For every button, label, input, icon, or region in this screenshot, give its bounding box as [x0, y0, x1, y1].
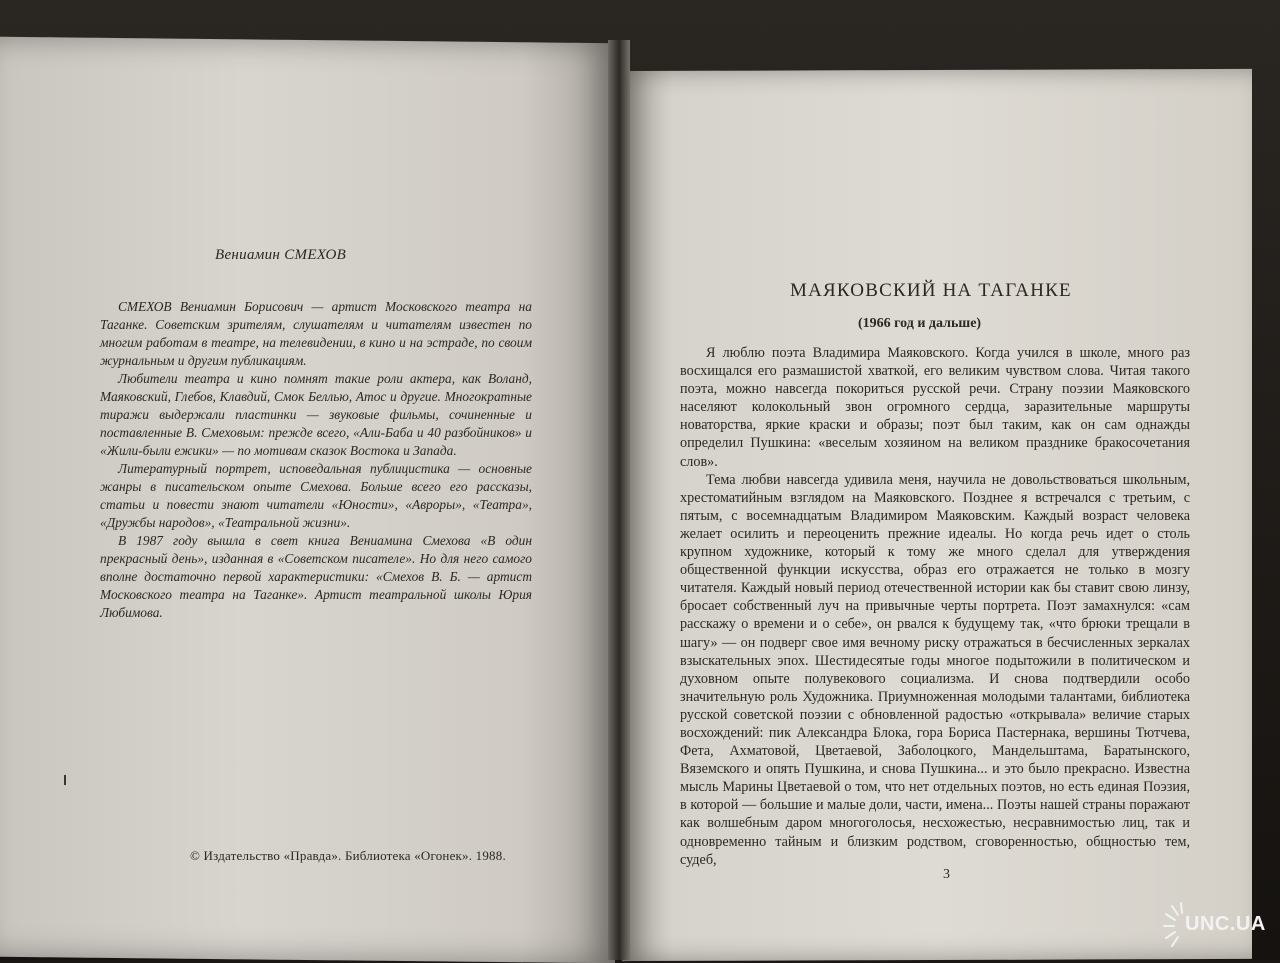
chapter-body — [680, 344, 1190, 869]
bio-paragraph: СМЕХОВ Вениамин Борисович — артист Московского театра на Таганке. Советским зрителям, слушателям и читателям известен по многим работам в театре, на телевидении, в кино и на эстраде, по своим журнальным и другим публикациям. — [100, 299, 532, 368]
page-number: 3 — [943, 867, 950, 882]
bio-paragraph: В 1987 году вышла в свет книга Вениамина Смехова «В один прекрасный день», изданная в «Советском писателе». Но для него самого вполне достаточно первой характеристики: «Смехов В. Б. — артист Московского театра на Таганке». Артист театральной школы Юрия Любимова. — [100, 533, 532, 620]
chapter-title: МАЯКОВСКИЙ НА ТАГАНКЕ — [790, 280, 1072, 301]
author-bio — [100, 298, 532, 622]
body-paragraph: Я люблю поэта Владимира Маяковского. Когда учился в школе, много раз восхищался его размашистой хваткой, его великим чувством слова. Читая такого поэта, можно навсегда покориться русской речи. Страну поэзии Маяковского населяют колокольный звон огромного сердца, заразительные маршруты новаторства, яркие краски и образы; поэт был таким, как он сам однажды определил Пушкина: «веселым хозяином на великом празднике бракосочетания слов». — [680, 345, 1190, 470]
print-mark — [64, 775, 66, 785]
copyright-line: © Издательство «Правда». Библиотека «Огонек». 1988. — [190, 848, 506, 863]
chapter-subtitle: (1966 год и дальше) — [858, 316, 982, 331]
book-gutter — [608, 40, 630, 960]
bio-paragraph: Любители театра и кино помнят такие роли актера, как Воланд, Маяковский, Глебов, Клавдий, Смок Беллью, Атос и другие. Многократные тиражи выдержали пластинки — звуковые фильмы, сочиненные и поставленные В. Смеховым: прежде всего, «Али-Баба и 40 разбойников» и «Жили-были ежики» — по мотивам сказок Востока и Запада. — [100, 371, 532, 458]
body-paragraph: Тема любви навсегда удивила меня, научила не довольствоваться школьным, хрестоматийным взглядом на Маяковского. Позднее я встречался с третьим, с пятым, с восемнадцатым Владимиром Маяковским. Каждый возраст человека желает осилить и переоценить прежние идеалы. Но когда речь идет о столь крупном художнике, который к тому же много сделал для утверждения общественной функции искусства, образ его отражается не только в мозгу читателя. Каждый новый период отечественной истории как бы ставит свою линзу, бросает собственный луч на привычные черты портрета. Поэт замахнулся: «сам расскажу о времени и о себе», он рвался к будущему так, «что брюки трещали в шагу» — он подверг свое имя вечному риску отражаться в бесчисленных зеркалах взыскательных эпох. Шестидесятые годы многое подытожили в политическом и духовном опыте полувекового социализма. И снова подтвердили особо значительную роль Художника. Приумноженная молодыми талантами, библиотека русской советской поэзии с обновленной радостью «открывала» величие старых восхождений: пик Александра Блока, гора Бориса Пастернака, вершины Тютчева, Фета, Ахматовой, Цветаевой, Заболоцкого, Мандельштама, Баратынского, Вяземского и опять Пушкина, и снова Пушкина... и это было прекрасно. Известна мысль Марины Цветаевой о том, что нет отдельных поэтов, но есть единая Поэзия, в которой — большие и малые доли, части, имена... Поэты нашей страны поражают как волшебным даром многоголосья, несхожестью, несравнимостью лиц, так и одновременно тайным и близким родством, сговоренностью, общностью тем, судеб, — [680, 471, 1190, 868]
bio-paragraph: Литературный портрет, исповедальная публицистика — основные жанры в писательском опыте Смехова. Больше всего его рассказы, статьи и повести знают читатели «Юности», «Авроры», «Театра», «Дружбы народов», «Театральной жизни». — [100, 461, 532, 530]
author-name: Вениамин СМЕХОВ — [215, 247, 347, 263]
watermark-text: UNC.UA — [1185, 913, 1266, 935]
